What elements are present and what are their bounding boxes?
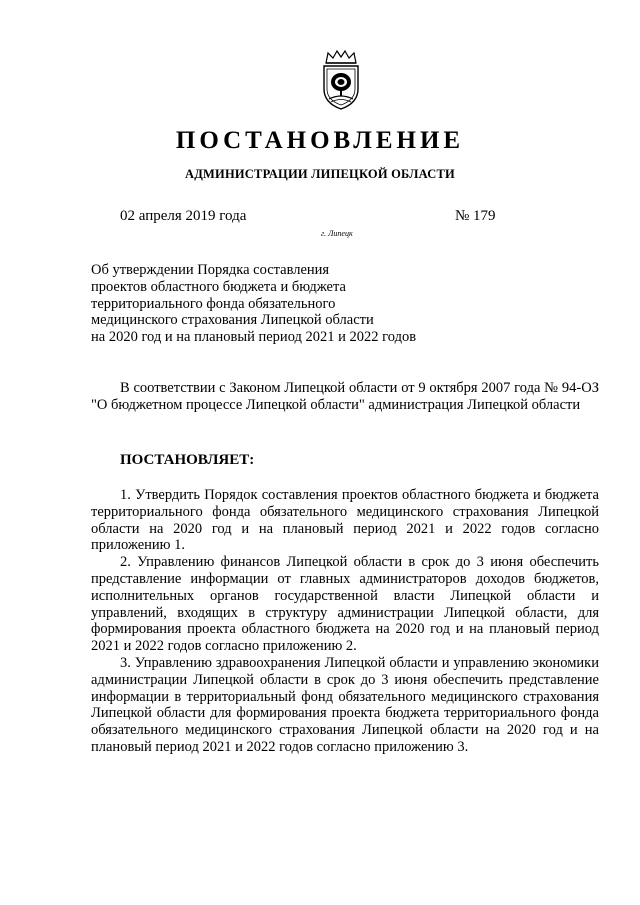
heading-line: медицинского страхования Липецкой области — [91, 312, 374, 329]
heading-line: Об утверждении Порядка составления — [91, 262, 330, 278]
preamble-section — [91, 380, 599, 414]
decree-item: 3. Управлению здравоохранения Липецкой области и управлению экономики администрации Липецкой области в срок до 3 июня обеспечить представление информации в территориальный фонд обязательного медицинского страхования Липецкой области для формирования проекта бюджета территориального фонда обязательного медицинского страхования Липецкой области на 2020 год и на плановый период 2021 и 2022 годов согласно приложению 3. — [91, 654, 599, 755]
preamble-paragraph: В соответствии с Законом Липецкой области от 9 октября 2007 года № 94-ОЗ "О бюджетном процессе Липецкой области" администрация Липецкой области — [91, 380, 599, 413]
document-date: 02 апреля 2019 года — [120, 208, 247, 224]
document-title: ПОСТАНОВЛЕНИЕ — [175, 127, 465, 154]
heading-line: проектов областного бюджета и бюджета — [91, 278, 346, 295]
decree-item: 1. Утвердить Порядок составления проектов областного бюджета и бюджета территориального фонда обязательного медицинского страхования Липецкой области на 2020 год и на плановый период 2021 и 2022 годов согласно приложению 1. — [91, 487, 599, 554]
heading-line: на 2020 год и на плановый период 2021 и 2022 годов — [91, 329, 417, 346]
issuer-name: АДМИНИСТРАЦИИ ЛИПЕЦКОЙ ОБЛАСТИ — [185, 167, 455, 181]
heading-line: территориального фонда обязательного — [91, 295, 336, 312]
document-city: г. Липецк — [321, 229, 353, 238]
decree-items — [91, 487, 599, 756]
document-heading — [91, 262, 511, 346]
document-number: № 179 — [455, 208, 496, 224]
decree-item: 2. Управлению финансов Липецкой области в срок до 3 июня обеспечить представление информации от главных администраторов доходов бюджетов, исполнительных органов государственной власти Липецкой области и управлений, входящих в структуру администрации Липецкой области, для формирования проекта областного бюджета на 2020 год и на плановый период 2021 и 2022 годов согласно приложению 2. — [91, 554, 599, 655]
decree-word: ПОСТАНОВЛЯЕТ: — [120, 452, 255, 468]
coat-of-arms-icon — [318, 49, 364, 111]
